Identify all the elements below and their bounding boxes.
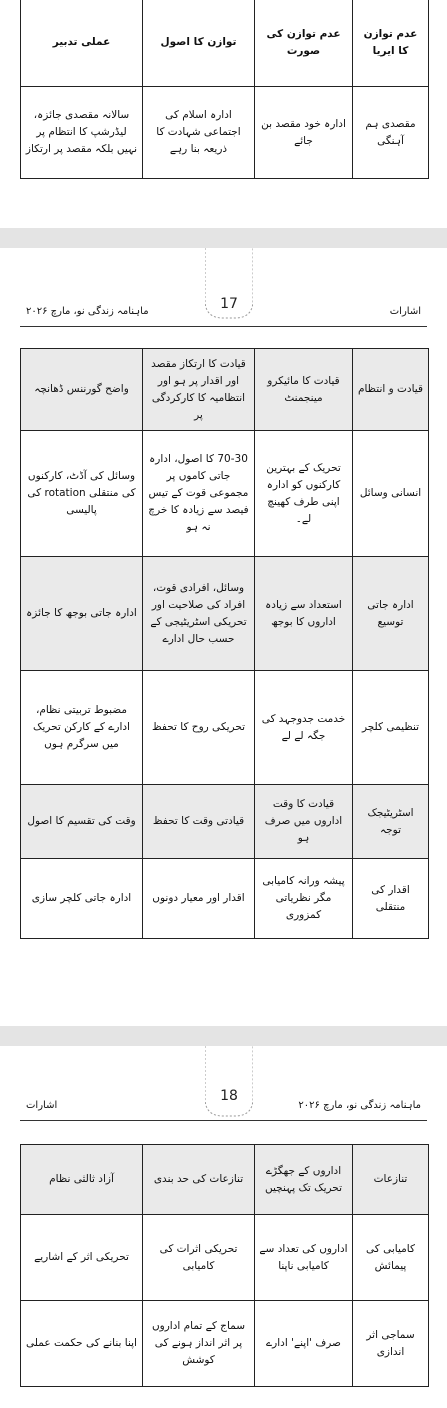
cell: واضح گورننس ڈھانچہ <box>21 349 143 431</box>
cell: قیادت کا وقت اداروں میں صرف ہو <box>255 785 353 859</box>
page-number: 18 <box>220 1088 238 1104</box>
cell: صرف 'اپنے' ادارے <box>255 1301 353 1387</box>
page-18 <box>0 1046 447 1408</box>
cell: سماج کے تمام اداروں پر اثر انداز ہونے کی کوشش <box>143 1301 255 1387</box>
table-row <box>21 431 429 557</box>
table-row <box>21 785 429 859</box>
running-header-section: اشارات <box>26 1100 58 1111</box>
header-cell: عدم توازن کی صورت <box>255 0 353 87</box>
cell: ادارہ اسلام کی اجتماعی شہادت کا ذریعہ بنا رہے <box>143 87 255 179</box>
cell: اسٹریٹیجک توجہ <box>353 785 429 859</box>
cell: استعداد سے زیادہ اداروں کا بوجھ <box>255 557 353 671</box>
cell: قیادت کا ارتکاز مقصد اور اقدار پر ہو اور انتظامیہ کا کارکردگی پر <box>143 349 255 431</box>
header-rule <box>20 1120 427 1121</box>
cell: سالانہ مقصدی جائزہ، لیڈرشپ کا انتظام پر نہیں بلکہ مقصد پر ارتکاز <box>21 87 143 179</box>
table-row <box>21 671 429 785</box>
cell: مقصدی ہم آہنگی <box>353 87 429 179</box>
cell: قیادتی وقت کا تحفظ <box>143 785 255 859</box>
cell: اقدار اور معیار دونوں <box>143 859 255 939</box>
table-page-18 <box>20 1144 429 1387</box>
cell: تحریکی روح کا تحفظ <box>143 671 255 785</box>
table-page-17 <box>20 348 429 939</box>
table-header-row <box>21 0 429 87</box>
cell: کامیابی کی پیمائش <box>353 1215 429 1301</box>
cell: اقدار کی منتقلی <box>353 859 429 939</box>
cell: ادارہ خود مقصد بن جائے <box>255 87 353 179</box>
cell: تحریکی اثرات کی کامیابی <box>143 1215 255 1301</box>
page-17 <box>0 248 447 1026</box>
cell: آزاد ثالثی نظام <box>21 1145 143 1215</box>
table-row <box>21 557 429 671</box>
cell: پیشہ ورانہ کامیابی مگر نظریاتی کمزوری <box>255 859 353 939</box>
page-top <box>0 0 447 228</box>
running-header-section: اشارات <box>389 306 421 317</box>
cell: قیادت و انتظام <box>353 349 429 431</box>
cell: وسائل کی آڈٹ، کارکنوں کی منتقلی rotation کی پالیسی <box>21 431 143 557</box>
cell: وسائل، افرادی قوت، افراد کی صلاحیت اور تحریکی اسٹریٹیجی کے حسب حال ادارے <box>143 557 255 671</box>
table-row <box>21 349 429 431</box>
cell: ادارہ جاتی توسیع <box>353 557 429 671</box>
cell: قیادت کا مائیکرو مینجمنٹ <box>255 349 353 431</box>
header-cell: عدم توازن کا ایریا <box>353 0 429 87</box>
table-row <box>21 1215 429 1301</box>
cell: 70-30 کا اصول، ادارہ جاتی کاموں پر مجموعی قوت کے تیس فیصد سے زیادہ کا خرچ نہ ہو <box>143 431 255 557</box>
cell: تنازعات کی حد بندی <box>143 1145 255 1215</box>
cell: ادارہ جاتی کلچر سازی <box>21 859 143 939</box>
running-header-journal: ماہنامہ زندگی نو، مارچ ۲۰۲۶ <box>298 1100 421 1111</box>
table-top <box>20 0 429 179</box>
cell: تحریکی اثر کے اشاریے <box>21 1215 143 1301</box>
cell: ادارہ جاتی بوجھ کا جائزہ <box>21 557 143 671</box>
cell: اداروں کی تعداد سے کامیابی ناپنا <box>255 1215 353 1301</box>
page-gap <box>0 228 447 248</box>
cell: تحریک کے بہترین کارکنوں کو ادارہ اپنی طرف کھینچ لے۔ <box>255 431 353 557</box>
table-row <box>21 1145 429 1215</box>
table-row <box>21 859 429 939</box>
table-row <box>21 87 429 179</box>
cell: وقت کی تقسیم کا اصول <box>21 785 143 859</box>
cell: انسانی وسائل <box>353 431 429 557</box>
cell: خدمت جدوجہد کی جگہ لے لے <box>255 671 353 785</box>
cell: سماجی اثر اندازی <box>353 1301 429 1387</box>
cell: اپنا بنانے کی حکمت عملی <box>21 1301 143 1387</box>
page-number: 17 <box>220 296 238 312</box>
cell: اداروں کے جھگڑے تحریک تک پہنچیں <box>255 1145 353 1215</box>
cell: تنظیمی کلچر <box>353 671 429 785</box>
cell: مضبوط تربیتی نظام، ادارے کے کارکن تحریک میں سرگرم ہوں <box>21 671 143 785</box>
header-cell: عملی تدبیر <box>21 0 143 87</box>
header-cell: توازن کا اصول <box>143 0 255 87</box>
table-row <box>21 1301 429 1387</box>
running-header-journal: ماہنامہ زندگی نو، مارچ ۲۰۲۶ <box>26 306 149 317</box>
cell: تنازعات <box>353 1145 429 1215</box>
header-rule <box>20 326 427 327</box>
